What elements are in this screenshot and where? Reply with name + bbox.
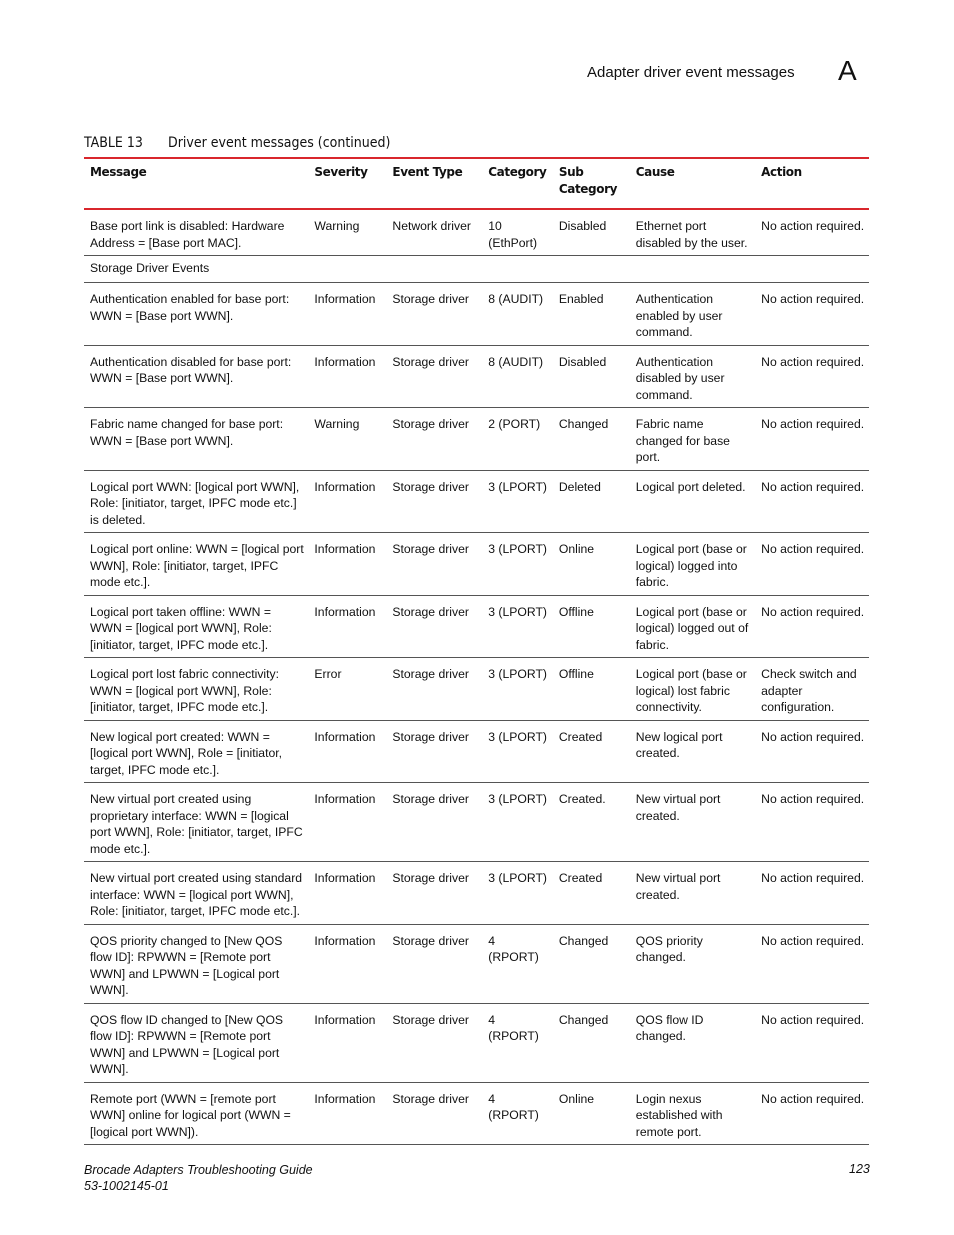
table-row xyxy=(84,658,869,721)
message-cell: Fabric name changed for base port: WWN = [Base port WWN]. xyxy=(84,408,308,471)
sub-category-cell: Offline xyxy=(553,658,630,721)
table-row xyxy=(84,470,869,533)
category-cell: 8 (AUDIT) xyxy=(482,345,553,408)
sub-category-cell: Created. xyxy=(553,783,630,862)
category-cell: 4 (RPORT) xyxy=(482,1082,553,1145)
event-type-cell: Network driver xyxy=(386,209,482,256)
column-header-action: Action xyxy=(761,165,802,179)
severity-cell: Warning xyxy=(308,408,386,471)
severity-cell: Information xyxy=(308,783,386,862)
cause-cell: QOS priority changed. xyxy=(630,924,755,1003)
category-cell: 10 (EthPort) xyxy=(482,209,553,256)
sub-category-cell: Changed xyxy=(553,924,630,1003)
event-type-cell: Storage driver xyxy=(386,720,482,783)
column-header-cause: Cause xyxy=(635,165,675,179)
severity-cell: Information xyxy=(308,720,386,783)
message-cell: Base port link is disabled: Hardware Address = [Base port MAC]. xyxy=(84,209,308,256)
table-row xyxy=(84,1003,869,1082)
message-cell: Logical port lost fabric connectivity: WWN = [logical port WWN], Role: [initiator, target, IPFC mode etc.]. xyxy=(84,658,308,721)
category-cell: 3 (LPORT) xyxy=(482,595,553,658)
category-cell: 3 (LPORT) xyxy=(482,783,553,862)
event-type-cell: Storage driver xyxy=(386,862,482,925)
severity-cell: Information xyxy=(308,924,386,1003)
table-row xyxy=(84,862,869,925)
footer-page-number: 123 xyxy=(849,1162,870,1176)
table-section-row xyxy=(84,256,869,283)
message-cell: QOS flow ID changed to [New QOS flow ID]: RPWWN = [Remote port WWN] and LPWWN = [Logical port WWN]. xyxy=(84,1003,308,1082)
cause-cell: Authentication disabled by user command. xyxy=(630,345,755,408)
sub-category-cell: Disabled xyxy=(553,209,630,256)
message-cell: New virtual port created using standard interface: WWN = [logical port WWN], Role: [initiator, target, IPFC mode etc.]. xyxy=(84,862,308,925)
severity-cell: Information xyxy=(308,470,386,533)
action-cell: No action required. xyxy=(755,408,869,471)
event-type-cell: Storage driver xyxy=(386,1082,482,1145)
section-label: Storage Driver Events xyxy=(84,256,869,283)
category-cell: 3 (LPORT) xyxy=(482,862,553,925)
message-cell: Remote port (WWN = [remote port WWN] online for logical port (WWN = [logical port WWN]). xyxy=(84,1082,308,1145)
sub-category-cell: Changed xyxy=(553,1003,630,1082)
action-cell: No action required. xyxy=(755,345,869,408)
table-header-row xyxy=(84,158,869,209)
message-cell: Logical port WWN: [logical port WWN], Role: [initiator, target, IPFC mode etc.] is deleted. xyxy=(84,470,308,533)
category-cell: 3 (LPORT) xyxy=(482,533,553,596)
cause-cell: QOS flow ID changed. xyxy=(630,1003,755,1082)
event-type-cell: Storage driver xyxy=(386,345,482,408)
message-cell: Authentication enabled for base port: WWN = [Base port WWN]. xyxy=(84,283,308,346)
table-title: Driver event messages (continued) xyxy=(168,135,391,151)
table-row xyxy=(84,283,869,346)
event-type-cell: Storage driver xyxy=(386,595,482,658)
severity-cell: Information xyxy=(308,533,386,596)
table-row xyxy=(84,595,869,658)
sub-category-cell: Online xyxy=(553,533,630,596)
event-type-cell: Storage driver xyxy=(386,408,482,471)
cause-cell: Login nexus established with remote port. xyxy=(630,1082,755,1145)
column-header-severity: Severity xyxy=(314,165,368,179)
sub-category-cell: Disabled xyxy=(553,345,630,408)
sub-category-cell: Changed xyxy=(553,408,630,471)
sub-category-cell: Deleted xyxy=(553,470,630,533)
cause-cell: Logical port (base or logical) logged out of fabric. xyxy=(630,595,755,658)
category-cell: 3 (LPORT) xyxy=(482,470,553,533)
table-row xyxy=(84,783,869,862)
appendix-letter: A xyxy=(838,55,857,86)
action-cell: No action required. xyxy=(755,924,869,1003)
category-cell: 4 (RPORT) xyxy=(482,1003,553,1082)
sub-category-cell: Offline xyxy=(553,595,630,658)
action-cell: No action required. xyxy=(755,1082,869,1145)
category-cell: 3 (LPORT) xyxy=(482,720,553,783)
table-row xyxy=(84,209,869,256)
cause-cell: Authentication enabled by user command. xyxy=(630,283,755,346)
severity-cell: Error xyxy=(308,658,386,721)
sub-category-cell: Online xyxy=(553,1082,630,1145)
action-cell: Check switch and adapter configuration. xyxy=(755,658,869,721)
action-cell: No action required. xyxy=(755,862,869,925)
column-header-event-type: Event Type xyxy=(392,165,463,179)
severity-cell: Information xyxy=(308,595,386,658)
action-cell: No action required. xyxy=(755,595,869,658)
severity-cell: Information xyxy=(308,283,386,346)
event-type-cell: Storage driver xyxy=(386,924,482,1003)
action-cell: No action required. xyxy=(755,783,869,862)
table-row xyxy=(84,345,869,408)
footer-doc-number: 53-1002145-01 xyxy=(84,1179,169,1193)
table-row xyxy=(84,720,869,783)
cause-cell: New logical port created. xyxy=(630,720,755,783)
cause-cell: Logical port deleted. xyxy=(630,470,755,533)
action-cell: No action required. xyxy=(755,533,869,596)
message-cell: QOS priority changed to [New QOS flow ID]: RPWWN = [Remote port WWN] and LPWWN = [Logical port WWN]. xyxy=(84,924,308,1003)
footer-left xyxy=(84,1162,313,1194)
column-header-category: Category xyxy=(488,165,547,179)
category-cell: 8 (AUDIT) xyxy=(482,283,553,346)
event-type-cell: Storage driver xyxy=(386,533,482,596)
table-row xyxy=(84,533,869,596)
event-type-cell: Storage driver xyxy=(386,1003,482,1082)
message-cell: New logical port created: WWN = [logical port WWN], Role = [initiator, target, IPFC mode etc.]. xyxy=(84,720,308,783)
message-cell: Logical port online: WWN = [logical port WWN], Role: [initiator, target, IPFC mode etc.]. xyxy=(84,533,308,596)
table-number: TABLE 13 xyxy=(84,135,143,151)
cause-cell: Fabric name changed for base port. xyxy=(630,408,755,471)
sub-category-cell: Created xyxy=(553,720,630,783)
column-header-message: Message xyxy=(90,165,147,179)
severity-cell: Information xyxy=(308,862,386,925)
cause-cell: New virtual port created. xyxy=(630,783,755,862)
event-type-cell: Storage driver xyxy=(386,283,482,346)
event-type-cell: Storage driver xyxy=(386,658,482,721)
table-caption xyxy=(84,135,390,151)
action-cell: No action required. xyxy=(755,470,869,533)
table-row xyxy=(84,408,869,471)
cause-cell: Logical port (base or logical) logged into fabric. xyxy=(630,533,755,596)
cause-cell: Logical port (base or logical) lost fabric connectivity. xyxy=(630,658,755,721)
event-messages-table-container xyxy=(84,157,869,1145)
category-cell: 3 (LPORT) xyxy=(482,658,553,721)
footer-guide-title: Brocade Adapters Troubleshooting Guide xyxy=(84,1163,313,1177)
severity-cell: Warning xyxy=(308,209,386,256)
cause-cell: New virtual port created. xyxy=(630,862,755,925)
table-row xyxy=(84,1082,869,1145)
running-header-title: Adapter driver event messages xyxy=(587,64,795,81)
event-type-cell: Storage driver xyxy=(386,470,482,533)
table-row xyxy=(84,924,869,1003)
action-cell: No action required. xyxy=(755,1003,869,1082)
category-cell: 2 (PORT) xyxy=(482,408,553,471)
message-cell: New virtual port created using proprietary interface: WWN = [logical port WWN], Role: [initiator, target, IPFC mode etc.]. xyxy=(84,783,308,862)
sub-category-cell: Enabled xyxy=(553,283,630,346)
event-type-cell: Storage driver xyxy=(386,783,482,862)
severity-cell: Information xyxy=(308,345,386,408)
category-cell: 4 (RPORT) xyxy=(482,924,553,1003)
action-cell: No action required. xyxy=(755,209,869,256)
table-body xyxy=(84,209,869,1145)
action-cell: No action required. xyxy=(755,283,869,346)
message-cell: Authentication disabled for base port: WWN = [Base port WWN]. xyxy=(84,345,308,408)
severity-cell: Information xyxy=(308,1003,386,1082)
column-header-sub-category: Sub Category xyxy=(558,165,618,196)
cause-cell: Ethernet port disabled by the user. xyxy=(630,209,755,256)
action-cell: No action required. xyxy=(755,720,869,783)
event-messages-table xyxy=(84,157,869,1145)
message-cell: Logical port taken offline: WWN = WWN = [logical port WWN], Role: [initiator, target, IPFC mode etc.]. xyxy=(84,595,308,658)
sub-category-cell: Created xyxy=(553,862,630,925)
severity-cell: Information xyxy=(308,1082,386,1145)
